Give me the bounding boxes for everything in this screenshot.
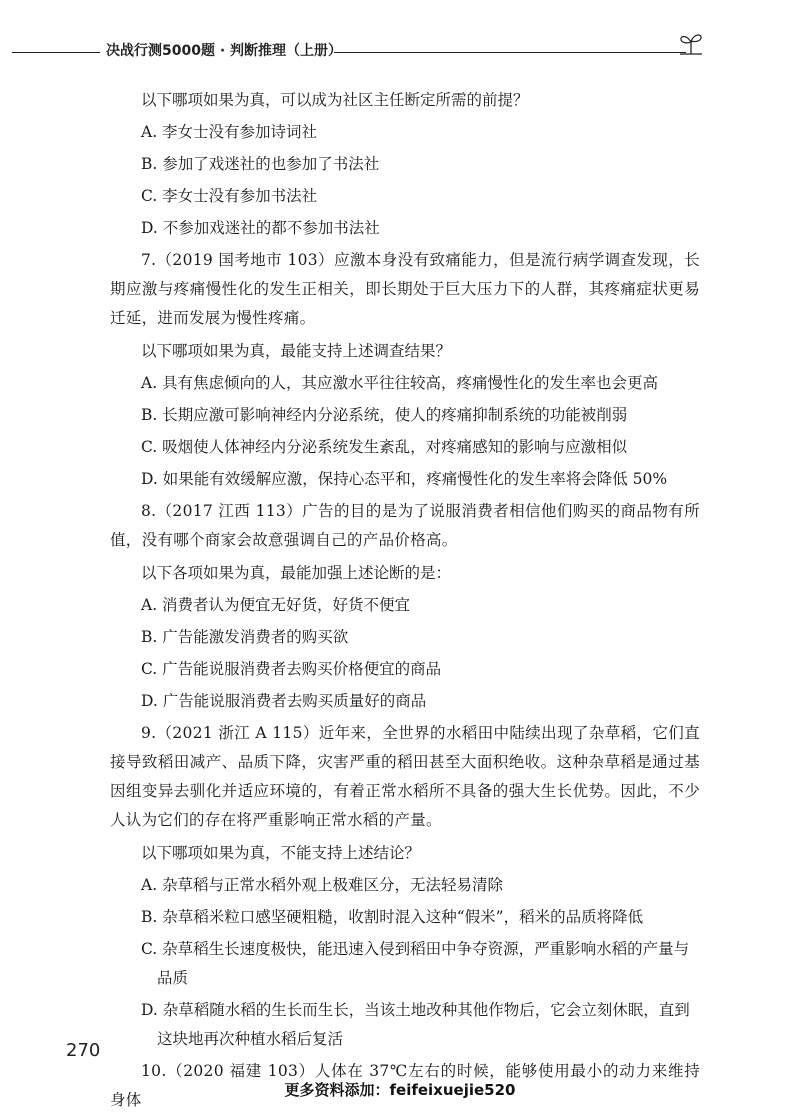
question-prompt: 以下各项如果为真，最能加强上述论断的是： [141,564,452,582]
sprout-icon [676,30,706,56]
answer-option: D. 不参加戏迷社的都不参加书法社 [141,219,380,237]
book-title: 决战行测5000题 · 判断推理（上册） [106,43,343,59]
answer-option: A. 杂草稻与正常水稻外观上极难区分，无法轻易清除 [141,876,504,894]
answer-option: D. 如果能有效缓解应激，保持心态平和，疼痛慢性化的发生率将会降低 50% [141,470,668,488]
answer-option: C. 杂草稻生长速度极快，能迅速入侵到稻田中争夺资源，严重影响水稻的产量与品质 [141,940,690,987]
answer-option: D. 杂草稻随水稻的生长而生长，当该土地改种其他作物后，它会立刻休眠，直到这块地再次种植水稻后复活 [141,1001,690,1048]
answer-option: C. 李女士没有参加书法社 [141,187,318,205]
question-stem: 9.（2021 浙江 A 115）近年来，全世界的水稻田中陆续出现了杂草稻，它们直接导致稻田减产、品质下降，灾害严重的稻田甚至大面积绝收。这种杂草稻是通过基因组变异去驯化并适应环境的，有着正常水稻所不具备的强大生长优势。因此，不少人认为它们的存在将严重影响正常水稻的产量。 [110,724,700,829]
running-header [0,38,800,64]
answer-option: B. 长期应激可影响神经内分泌系统，使人的疼痛抑制系统的功能被削弱 [141,406,628,424]
answer-option: A. 李女士没有参加诗词社 [141,123,318,141]
answer-option: C. 吸烟使人体神经内分泌系统发生紊乱，对疼痛感知的影响与应激相似 [141,438,628,456]
footer-note: 更多资料添加：feifeixuejie520 [284,1081,516,1099]
page-content [110,86,700,1119]
answer-option: D. 广告能说服消费者去购买质量好的商品 [141,692,427,710]
answer-option: B. 杂草稻米粒口感坚硬粗糙，收割时混入这种“假米”，稻米的品质将降低 [141,908,644,926]
answer-option: B. 广告能激发消费者的购买欲 [141,628,349,646]
answer-option: C. 广告能说服消费者去购买价格便宜的商品 [141,660,442,678]
answer-option: B. 参加了戏迷社的也参加了书法社 [141,155,380,173]
answer-option: A. 消费者认为便宜无好货，好货不便宜 [141,596,411,614]
question-stem: 10.（2020 福建 103）人体在 37℃左右的时候，能够使用最小的动力来维持身体 [110,1062,700,1109]
question-prompt: 以下哪项如果为真，不能支持上述结论？ [141,844,421,862]
question-stem: 8.（2017 江西 113）广告的目的是为了说服消费者相信他们购买的商品物有所值，没有哪个商家会故意强调自己的产品价格高。 [110,502,700,549]
answer-option: A. 具有焦虑倾向的人，其应激水平往往较高，疼痛慢性化的发生率也会更高 [141,374,659,392]
question-stem: 7.（2019 国考地市 103）应激本身没有致痛能力，但是流行病学调查发现，长期应激与疼痛慢性化的发生正相关，即长期处于巨大压力下的人群，其疼痛症状更易迁延，进而发展为慢性疼痛。 [110,251,700,327]
header-rule-right [334,52,686,53]
question-prompt: 以下哪项如果为真，最能支持上述调查结果？ [141,342,452,360]
page-number: 270 [66,1040,101,1061]
header-rule-left [12,52,100,53]
question-prompt: 以下哪项如果为真，可以成为社区主任断定所需的前提？ [141,91,529,109]
